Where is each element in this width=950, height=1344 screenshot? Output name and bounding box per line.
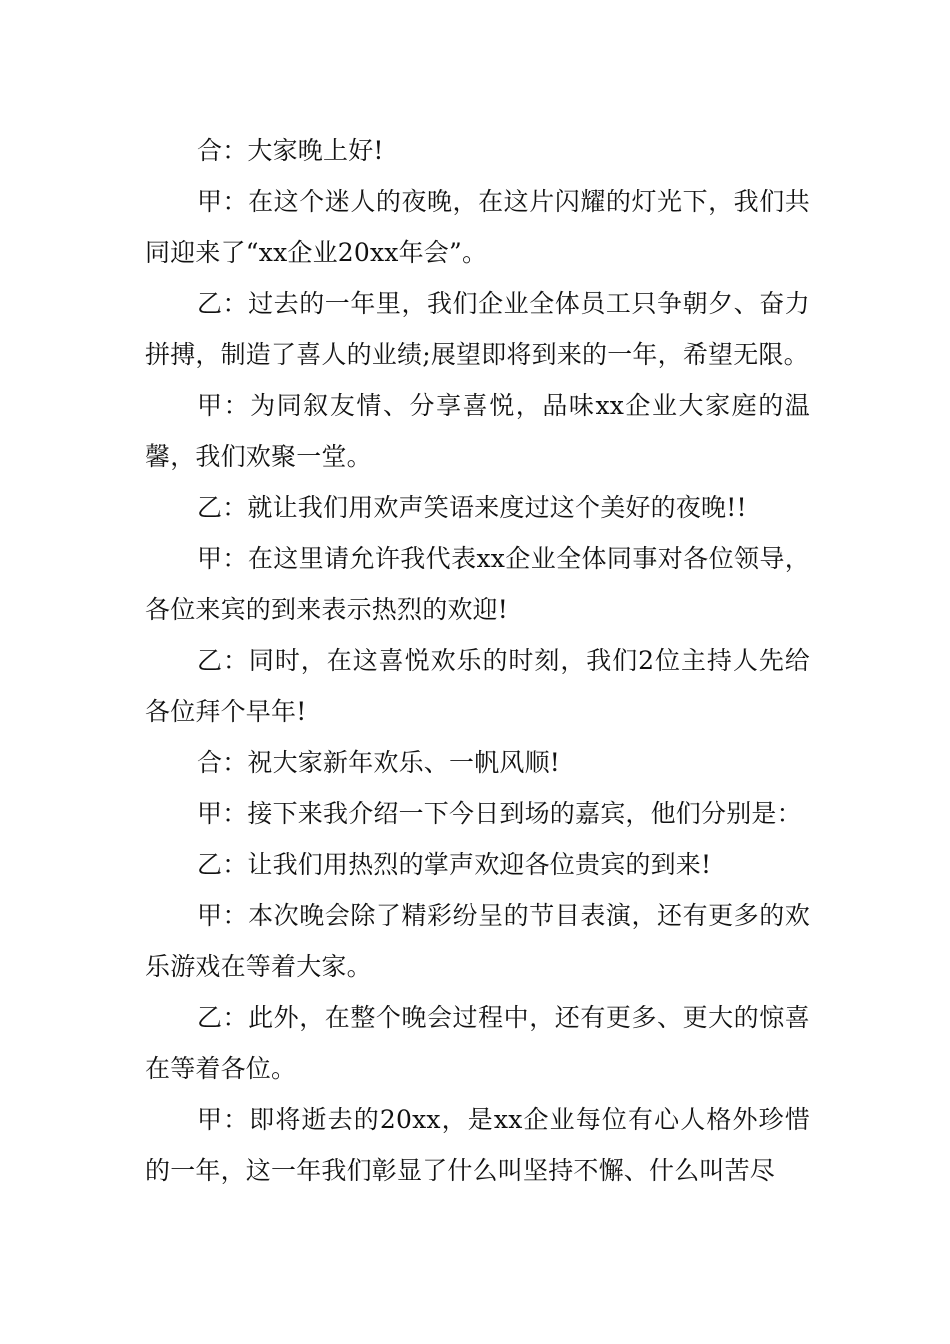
paragraph-1: 合：大家晚上好! [197,136,384,165]
paragraph-9: 甲：接下来我介绍一下今日到场的嘉宾，他们分别是： [197,799,802,828]
paragraph-2: 甲：在这个迷人的夜晚，在这片闪耀的灯光下，我们共同迎来了“xx企业20xx年会”。 [145,187,810,267]
document-body [145,125,810,1196]
paragraph-4: 甲：为同叙友情、分享喜悦，品味xx企业大家庭的温馨，我们欢聚一堂。 [145,391,810,471]
paragraph-12: 乙：此外，在整个晚会过程中，还有更多、更大的惊喜在等着各位。 [145,1003,810,1083]
paragraph-5: 乙：就让我们用欢声笑语来度过这个美好的夜晚!! [197,493,747,522]
paragraph-10: 乙：让我们用热烈的掌声欢迎各位贵宾的到来! [197,850,712,879]
paragraph-13: 甲：即将逝去的20xx，是xx企业每位有心人格外珍惜的一年，这一年我们彰显了什么叫坚持不懈、什么叫苦尽 [145,1105,810,1185]
paragraph-11: 甲：本次晚会除了精彩纷呈的节目表演，还有更多的欢乐游戏在等着大家。 [145,901,810,981]
paragraph-6: 甲：在这里请允许我代表xx企业全体同事对各位领导，各位来宾的到来表示热烈的欢迎! [145,544,810,624]
paragraph-8: 合：祝大家新年欢乐、一帆风顺! [197,748,561,777]
paragraph-7: 乙：同时，在这喜悦欢乐的时刻，我们2位主持人先给各位拜个早年! [145,646,810,726]
paragraph-3: 乙：过去的一年里，我们企业全体员工只争朝夕、奋力拼搏，制造了喜人的业绩;展望即将到来的一年，希望无限。 [145,289,810,369]
